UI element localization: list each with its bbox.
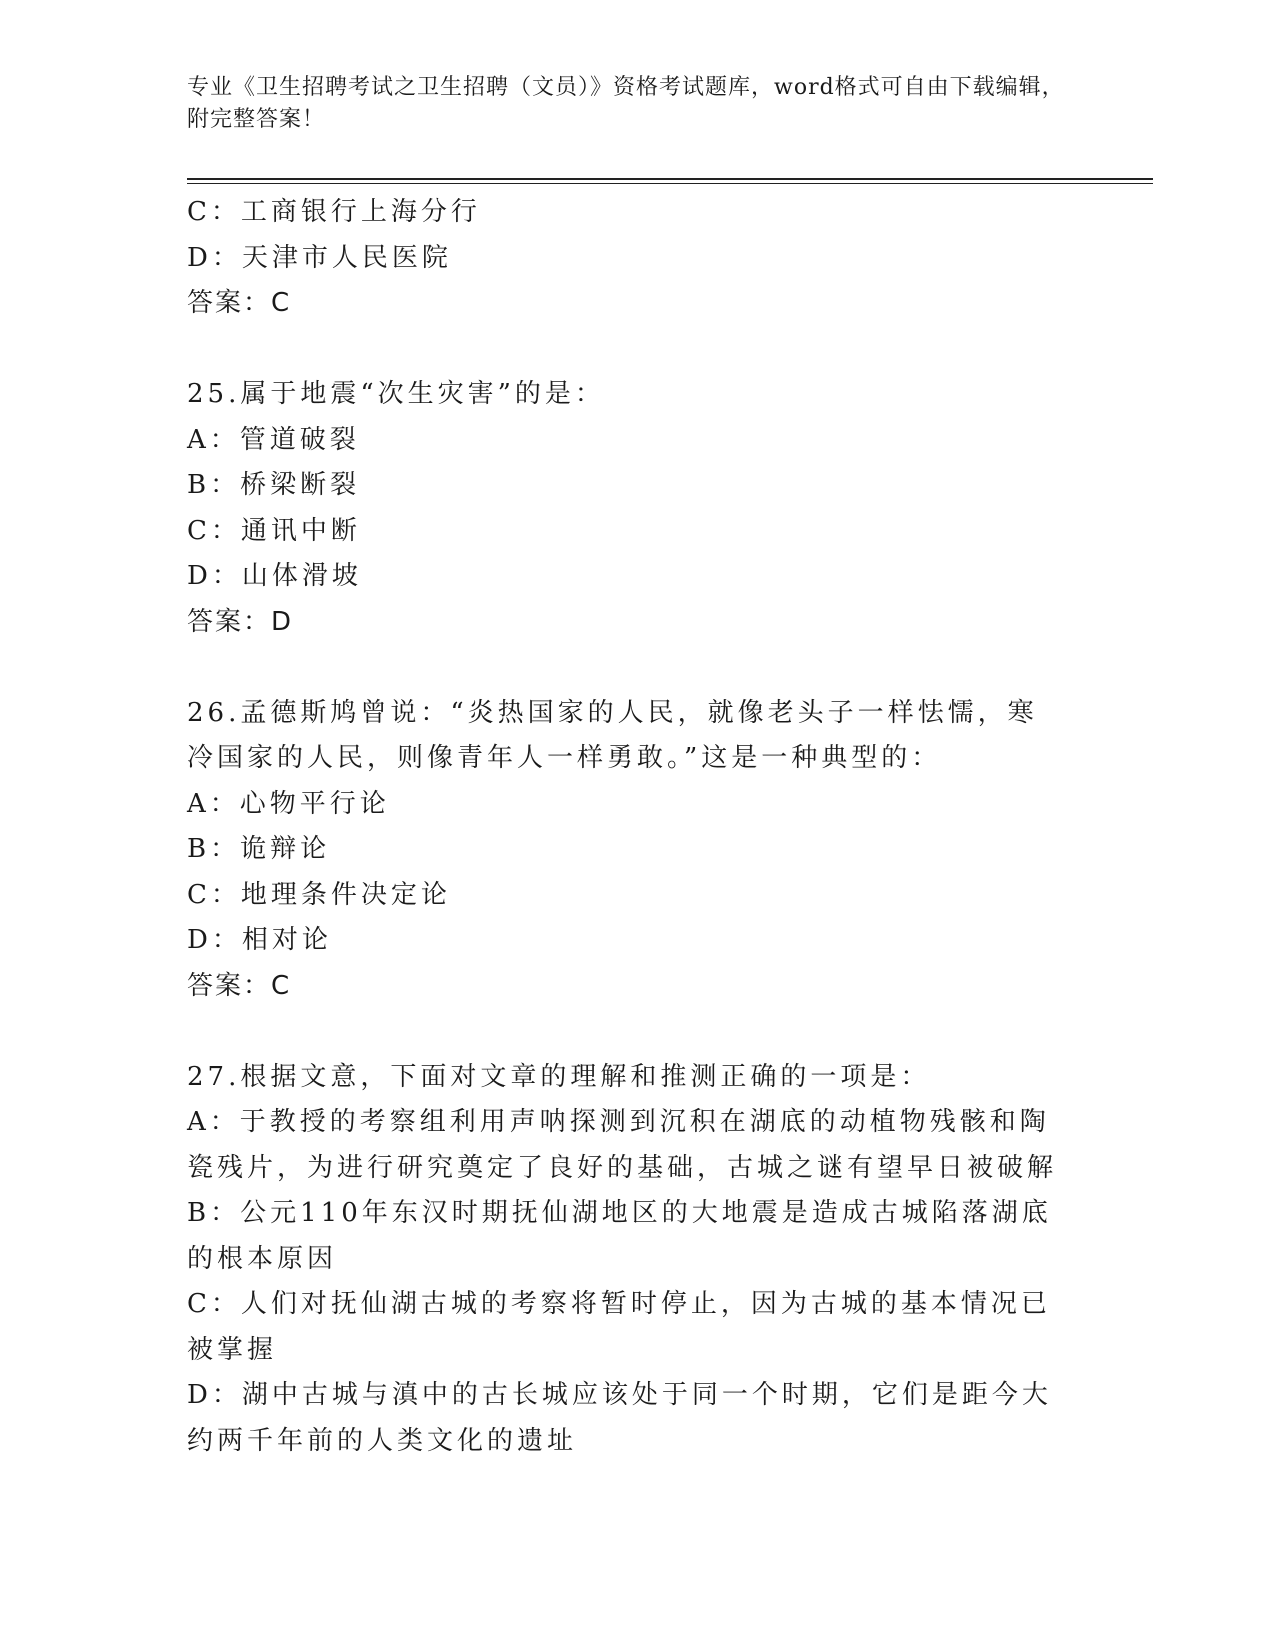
question-24-tail [187, 190, 1067, 327]
question-stem: 26.孟德斯鸠曾说：“炎热国家的人民，就像老头子一样怯懦，寒冷国家的人民，则像青年人一样勇敢。”这是一种典型的： [187, 697, 1038, 773]
question-stem: 27.根据文意，下面对文章的理解和推测正确的一项是： [187, 1061, 931, 1092]
document-body [187, 190, 1067, 1464]
question-25 [187, 372, 1067, 645]
option-c: C：工商银行上海分行 [187, 197, 481, 227]
question-27 [187, 1055, 1067, 1465]
option-a: A：心物平行论 [187, 788, 390, 819]
option-d: D：相对论 [187, 925, 332, 955]
option-a: A：于教授的考察组利用声呐探测到沉积在湖底的动植物残骸和陶瓷残片，为进行研究奠定了良好的基础，古城之谜有望早日被破解 [187, 1107, 1058, 1183]
header-rule-thin [187, 183, 1153, 184]
option-b: B：诡辩论 [187, 834, 331, 864]
option-d: D：天津市人民医院 [187, 242, 452, 273]
option-a: A：管道破裂 [187, 424, 360, 455]
answer: 答案：D [187, 606, 294, 637]
question-26 [187, 691, 1067, 1010]
option-c: C：通讯中断 [187, 515, 361, 546]
document-header: 专业《卫生招聘考试之卫生招聘（文员）》资格考试题库，word格式可自由下载编辑，附完整答案！ [187, 75, 1065, 132]
answer: 答案：C [187, 288, 292, 318]
option-d: D：山体滑坡 [187, 561, 362, 591]
option-b: B：桥梁断裂 [187, 470, 361, 500]
option-d: D：湖中古城与滇中的古长城应该处于同一个时期，它们是距今大约两千年前的人类文化的遗址 [187, 1380, 1052, 1456]
answer: 答案：C [187, 970, 292, 1001]
option-b: B：公元110年东汉时期抚仙湖地区的大地震是造成古城陷落湖底的根本原因 [187, 1198, 1052, 1274]
spacer [187, 327, 1067, 373]
spacer [187, 645, 1067, 691]
option-c: C：地理条件决定论 [187, 879, 451, 910]
option-c: C：人们对抚仙湖古城的考察将暂时停止，因为古城的基本情况已被掌握 [187, 1289, 1051, 1365]
spacer [187, 1009, 1067, 1055]
question-stem: 25.属于地震“次生灾害”的是： [187, 379, 605, 409]
header-rule-thick [187, 178, 1153, 180]
